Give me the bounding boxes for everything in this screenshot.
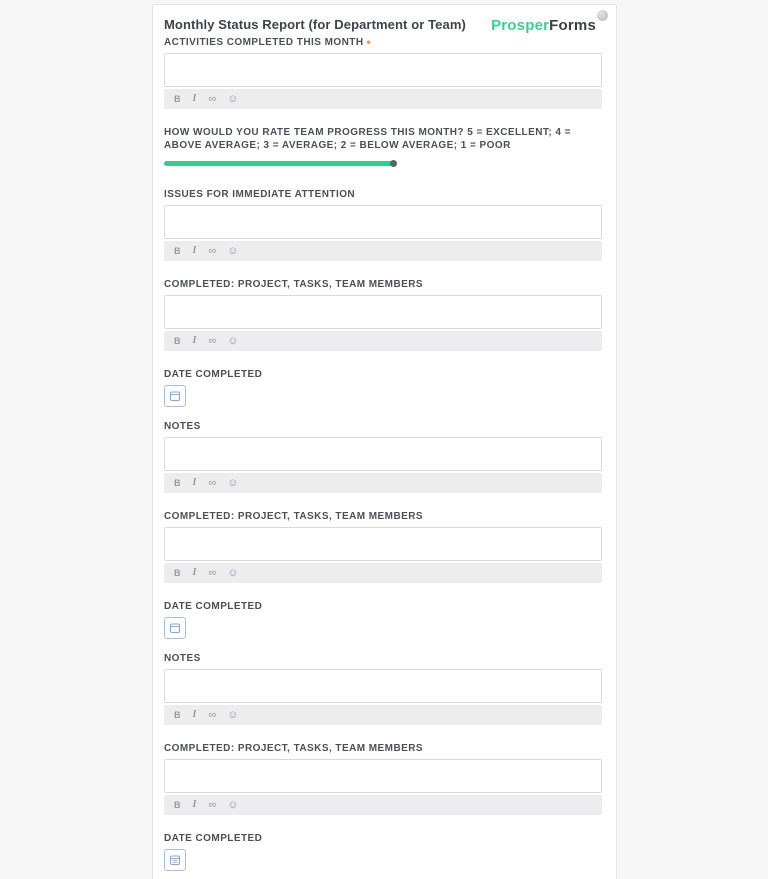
italic-button[interactable]: I [192,799,197,810]
field-label-text: ISSUES FOR IMMEDIATE ATTENTION [164,189,356,200]
link-icon[interactable]: ∞ [208,798,216,811]
link-icon[interactable]: ∞ [208,334,216,347]
form-card [152,4,617,879]
progress-slider[interactable] [164,161,602,166]
bold-button[interactable]: B [174,93,181,104]
field-issues-attention [164,188,602,261]
calendar-icon [169,390,181,402]
field-date-completed-2 [164,600,602,639]
prosperforms-logo [491,17,596,34]
link-icon[interactable]: ∞ [208,708,216,721]
richtext-toolbar [164,241,602,261]
required-marker: • [366,35,372,49]
richtext-input[interactable] [164,759,602,793]
field-completed-2 [164,510,602,583]
field-label-text: DATE COMPLETED [164,833,263,844]
page-title: Monthly Status Report (for Department or Team) [164,17,466,32]
italic-button[interactable]: I [192,93,197,104]
date-picker-button[interactable] [164,849,186,871]
richtext-input[interactable] [164,205,602,239]
field-label-text: NOTES [164,421,201,432]
richtext-input[interactable] [164,527,602,561]
bold-button[interactable]: B [174,477,181,488]
emoji-icon[interactable]: ☺ [227,244,239,257]
logo-part-prosper: Prosper [491,17,550,34]
calendar-icon [169,854,181,866]
field-team-progress-rating [164,126,602,166]
field-completed-3 [164,742,602,815]
field-label-text: DATE COMPLETED [164,601,263,612]
field-notes-1 [164,420,602,493]
link-icon[interactable]: ∞ [208,476,216,489]
field-label-text: COMPLETED: PROJECT, TASKS, TEAM MEMBERS [164,511,424,522]
field-notes-2 [164,652,602,725]
emoji-icon[interactable]: ☺ [227,798,239,811]
bold-button[interactable]: B [174,709,181,720]
slider-handle[interactable] [390,160,397,167]
emoji-icon[interactable]: ☺ [227,708,239,721]
field-label-text: ACTIVITIES COMPLETED THIS MONTH [164,37,364,48]
richtext-input[interactable] [164,53,602,87]
emoji-icon[interactable]: ☺ [227,334,239,347]
progress-slider-fill [164,161,396,166]
emoji-icon[interactable]: ☺ [227,476,239,489]
italic-button[interactable]: I [192,245,197,256]
corner-ball-button[interactable] [597,10,608,21]
richtext-toolbar [164,795,602,815]
italic-button[interactable]: I [192,567,197,578]
field-label [164,36,602,49]
richtext-toolbar [164,563,602,583]
bold-button[interactable]: B [174,335,181,346]
richtext-input[interactable] [164,437,602,471]
emoji-icon[interactable]: ☺ [227,92,239,105]
field-date-completed-3 [164,832,602,871]
italic-button[interactable]: I [192,335,197,346]
field-activities-completed [164,36,602,109]
richtext-input[interactable] [164,669,602,703]
richtext-toolbar [164,473,602,493]
richtext-toolbar [164,331,602,351]
header [164,17,602,34]
richtext-toolbar [164,89,602,109]
field-date-completed-1 [164,368,602,407]
link-icon[interactable]: ∞ [208,566,216,579]
field-label-text: COMPLETED: PROJECT, TASKS, TEAM MEMBERS [164,743,424,754]
bold-button[interactable]: B [174,799,181,810]
bold-button[interactable]: B [174,567,181,578]
link-icon[interactable]: ∞ [208,244,216,257]
calendar-icon [169,622,181,634]
field-completed-1 [164,278,602,351]
emoji-icon[interactable]: ☺ [227,566,239,579]
field-label-text: DATE COMPLETED [164,369,263,380]
field-label-text: NOTES [164,653,201,664]
bold-button[interactable]: B [174,245,181,256]
date-picker-button[interactable] [164,617,186,639]
italic-button[interactable]: I [192,477,197,488]
link-icon[interactable]: ∞ [208,92,216,105]
richtext-input[interactable] [164,295,602,329]
date-picker-button[interactable] [164,385,186,407]
logo-part-forms: Forms [549,17,596,34]
field-label-text: HOW WOULD YOU RATE TEAM PROGRESS THIS MONTH? 5 = EXCELLENT; 4 = ABOVE AVERAGE; 3 = AVERAGE; 2 = BELOW AVERAGE; 1 = POOR [164,127,571,151]
richtext-toolbar [164,705,602,725]
italic-button[interactable]: I [192,709,197,720]
field-label-text: COMPLETED: PROJECT, TASKS, TEAM MEMBERS [164,279,424,290]
